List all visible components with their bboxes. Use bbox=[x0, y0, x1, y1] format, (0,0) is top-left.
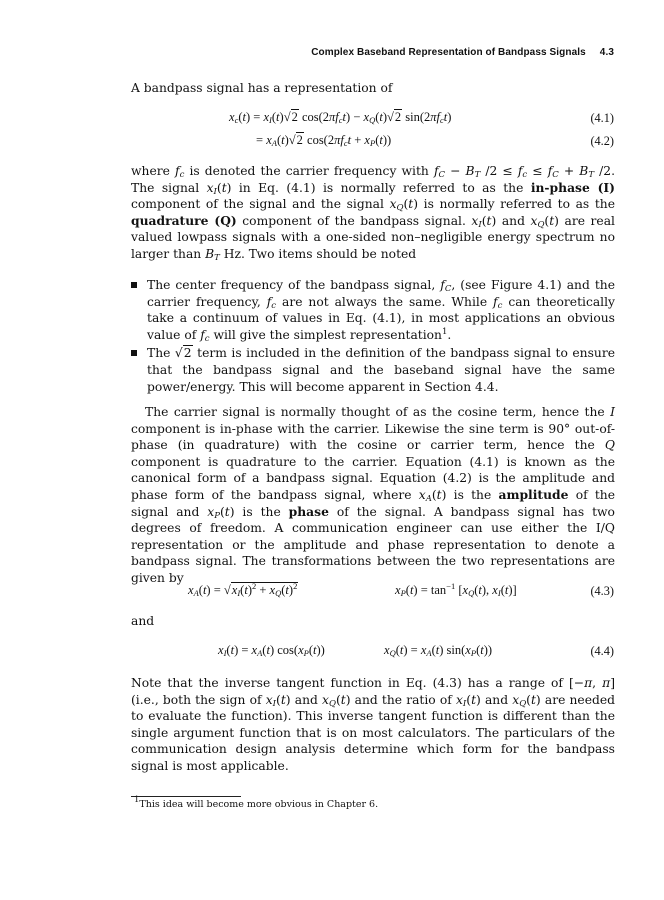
equation-4-4-quadrature: $x_Q(t) = x_A(t)$ $\sin(x_P(t))$ bbox=[384, 643, 493, 658]
footnote bbox=[134, 795, 379, 810]
where-paragraph: where $f_c$ is denoted the carrier frequency with $f_C - B_T$ $/2 \le f_c \le f_C + B_T$ /2. The signal $x_I(t)$ in Eq. (4.1) is normally referred to as the in-phase (I) component of the signal and the signal $x_Q(t)$ is normally referred to as the quadrature (Q) component of the bandpass signal. $x_I(t)$ and $x_Q(t)$ are real valued lowpass signals with a one-sided non–negligible energy spectrum no larger than $B_T$ Hz. Two items should be noted bbox=[131, 164, 615, 263]
equation-number: (4.4) bbox=[590, 644, 614, 658]
equation-number: (4.1) bbox=[590, 111, 614, 125]
list-item: The center frequency of the bandpass signal, $f_C$, (see Figure 4.1) and the carrier frequency, $f_c$ are not always the same. While $f_c$ can theoretically take a continuum of values in Eq. (4.1), in most applications an obvious value of $f_c$ will give the simplest representation$^1$. bbox=[131, 277, 615, 343]
equation-4-3-amplitude: $x_A(t) = √x_I(t)^2 + x_Q(t)^2$ bbox=[188, 581, 298, 598]
running-head bbox=[311, 47, 614, 58]
intro-paragraph: A bandpass signal has a representation of bbox=[131, 81, 393, 95]
footnote-rule bbox=[131, 796, 241, 797]
list-item: The √2 term is included in the definition of the bandpass signal to ensure that the bandpass signal and the baseband signal have the same power/energy. This will become apparent in Section 4.4. bbox=[131, 345, 615, 395]
note-paragraph: Note that the inverse tangent function in Eq. (4.3) has a range of [−π, π] (i.e., both the sign of $x_I(t)$ and $x_Q(t)$ and the ratio of $x_I(t)$ and $x_Q(t)$ are needed to evaluate the function). This inverse tangent function is different than the single argument function that is on most calculators. The particulars of the communication design analysis determine which form for the bandpass signal is most applicable. bbox=[131, 676, 616, 773]
equation-4-2: = $x_A(t)√2$ $\cos(2\pi f_ct + x_P(t))$ bbox=[256, 133, 392, 148]
footnote-mark: 1 bbox=[134, 795, 140, 805]
bullet-square-icon bbox=[131, 282, 137, 288]
carrier-paragraph: The carrier signal is normally thought of as the cosine term, hence the I component is in-phase with the carrier. Likewise the sine term is 90° out-of-phase (in quadrature) with the cosine or carrier term, hence the Q component is quadrature to the carrier. Equation (4.1) is known as the canonical form of a bandpass signal. Equation (4.2) is the amplitude and phase form of the bandpass signal, where $x_A(t)$ is the amplitude of the signal and $x_P(t)$ is the phase of the signal. A bandpass signal has two degrees of freedom. A communication engineer can use either the I/Q representation or the amplitude and phase representation to denote a bandpass signal. The transformations between the two representations are given by bbox=[131, 405, 616, 585]
equation-4-1: $x_c(t) = x_I(t)√2$ $\cos(2\pi f_ct) - x_Q(t)√2$ $\sin(2\pi f_ct)$ bbox=[229, 110, 452, 125]
running-title: Complex Baseband Representation of Bandpass Signals bbox=[311, 47, 586, 58]
equation-number: (4.3) bbox=[590, 584, 614, 598]
equation-4-4-inphase: $x_I(t) = x_A(t)$ $\cos(x_P(t))$ bbox=[218, 643, 325, 658]
section-number: 4.3 bbox=[599, 47, 614, 58]
equation-number: (4.2) bbox=[590, 134, 614, 148]
footnote-text: This idea will become more obvious in Chapter 6. bbox=[139, 799, 379, 810]
and-word: and bbox=[131, 614, 155, 628]
notes-list bbox=[131, 277, 615, 397]
bullet-square-icon bbox=[131, 350, 137, 356]
equation-4-3-phase: $x_P(t) = \tan^{-1} [x_Q(t)$, $x_I(t)$] bbox=[395, 581, 517, 598]
